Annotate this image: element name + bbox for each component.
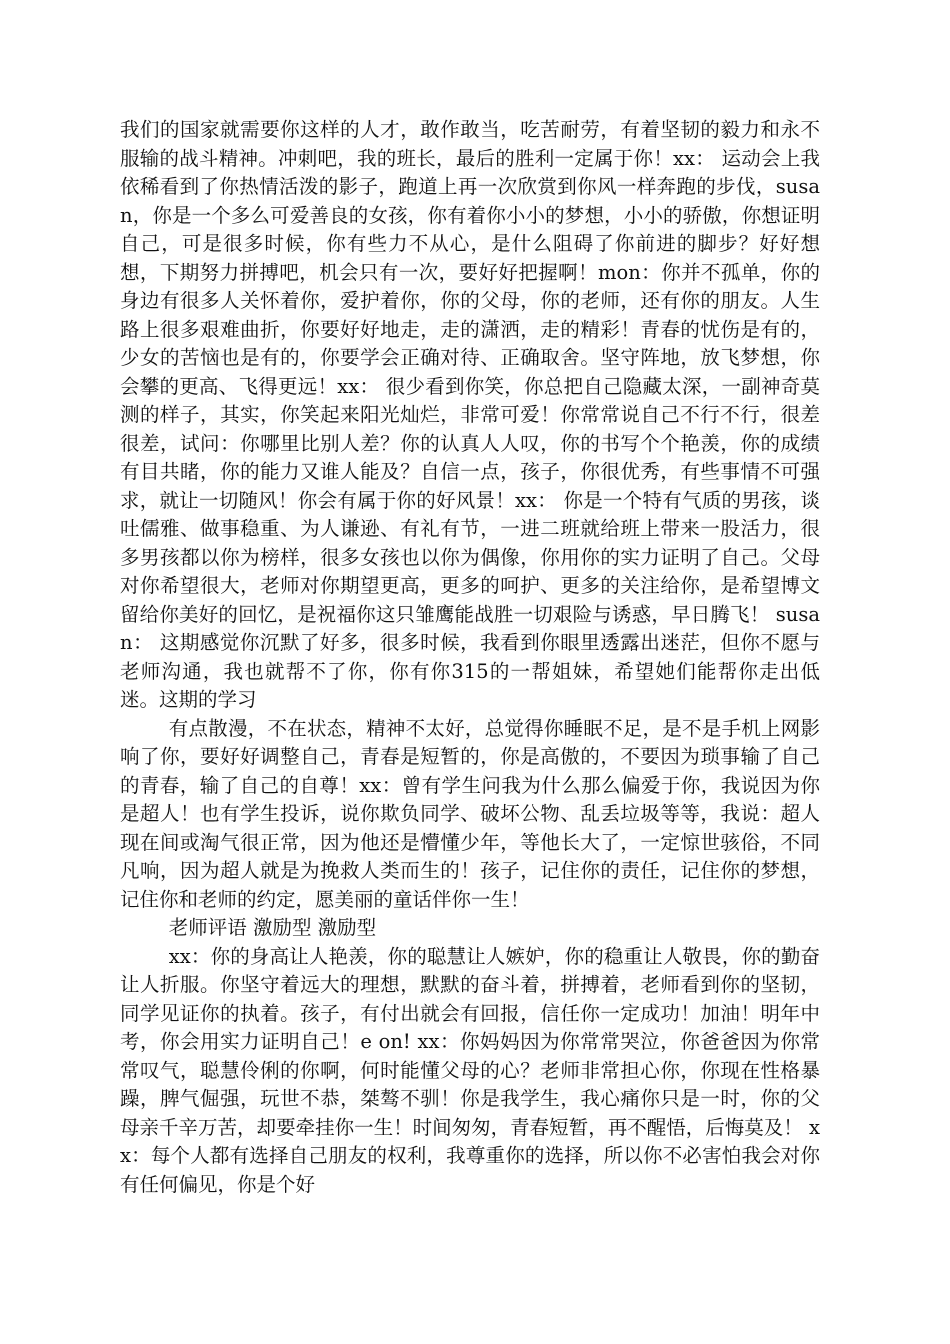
paragraph-1: 我们的国家就需要你这样的人才，敢作敢当，吃苦耐劳，有着坚韧的毅力和永不服输的战斗精神。冲刺吧，我的班长，最后的胜利一定属于你！xx： 运动会上我依稀看到了你热情活泼的影子，跑道上再一次欣赏到你风一样奔跑的步伐，susan，你是一个多么可爱善良的女孩，你有着你小小的梦想，小小的骄傲，你想证明自己，可是很多时候，你有些力不从心，是什么阻碍了你前进的脚步？好好想想，下期努力拼搏吧，机会只有一次，要好好把握啊！mon：你并不孤单，你的身边有很多人关怀着你，爱护着你，你的父母，你的老师，还有你的朋友。人生路上很多艰难曲折，你要好好地走，走的潇洒，走的精彩！青春的忧伤是有的，少女的苦恼也是有的，你要学会正确对待、正确取舍。坚守阵地，放飞梦想，你会攀的更高、飞得更远！xx： 很少看到你笑，你总把自己隐藏太深，一副神奇莫测的样子，其实，你笑起来阳光灿烂，非常可爱！你常常说自己不行不行，很差很差，试问：你哪里比别人差？你的认真人人叹，你的书写个个艳羡，你的成绩有目共睹，你的能力又谁人能及？自信一点，孩子，你很优秀，有些事情不可强求，就让一切随风！你会有属于你的好风景！xx： 你是一个特有气质的男孩，谈吐儒雅、做事稳重、为人谦逊、有礼有节，一进二班就给班上带来一股活力，很多男孩都以你为榜样，很多女孩也以你为偶像，你用你的实力证明了自己。父母对你希望很大，老师对你期望更高，更多的呵护、更多的关注给你，是希望博文留给你美好的回忆，是祝福你这只雏鹰能战胜一切艰险与诱惑，早日腾飞！ susan： 这期感觉你沉默了好多，很多时候，我看到你眼里透露出迷茫，但你不愿与老师沟通，我也就帮不了你，你有你315的一帮姐妹，希望她们能帮你走出低迷。这期的学习	[120, 118, 820, 711]
paragraph-2: 有点散漫，不在状态，精神不太好，总觉得你睡眠不足，是不是手机上网影响了你，要好好调整自己，青春是短暂的，你是高傲的，不要因为琐事输了自己的青春，输了自己的自尊！xx：曾有学生问我为什么那么偏爱于你，我说因为你是超人！也有学生投诉，说你欺负同学、破坏公物、乱丢垃圾等等，我说：超人现在间或淘气很正常，因为他还是懵懂少年，等他长大了，一定惊世骇俗，不同凡响，因为超人就是为挽救人类而生的！孩子，记住你的责任，记住你的梦想，记住你和老师的约定，愿美丽的童话伴你一生！	[120, 716, 820, 911]
section-heading: 老师评语 激励型 激励型	[168, 916, 377, 939]
paragraph-3: xx：你的身高让人艳羡，你的聪慧让人嫉妒，你的稳重让人敬畏，你的勤奋让人折服。你坚守着远大的理想，默默的奋斗着，拼搏着，老师看到你的坚韧，同学见证你的执着。孩子，有付出就会有回报，信任你一定成功！加油！明年中考，你会用实力证明自己！e on! xx：你妈妈因为你常常哭泣，你爸爸因为你常常叹气，聪慧伶俐的你啊，何时能懂父母的心？老师非常担心你，你现在性格暴躁，脾气倔强，玩世不恭，桀骜不驯！你是我学生，我心痛你只是一时，你的父母亲千辛万苦，却要牵挂你一生！时间匆匆，青春短暂，再不醒悟，后悔莫及！ xx：每个人都有选择自己朋友的权利，我尊重你的选择，所以你不必害怕我会对你有任何偏见，你是个好	[120, 944, 820, 1196]
document-body	[120, 116, 820, 1199]
